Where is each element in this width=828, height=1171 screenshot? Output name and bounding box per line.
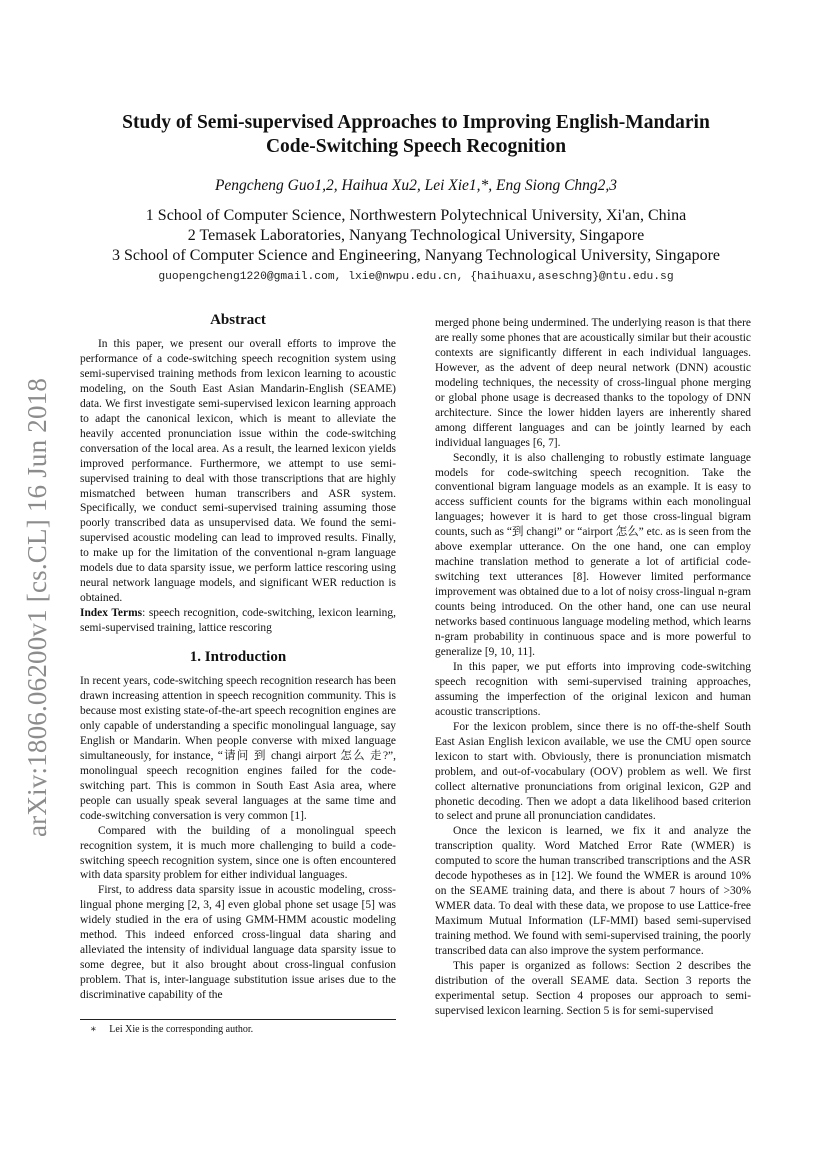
left-column: [80, 311, 396, 1003]
footnote-text: Lei Xie is the corresponding author.: [109, 1024, 254, 1035]
affiliation-list: [78, 206, 754, 266]
affiliation-3: 3 School of Computer Science and Engineering, Nanyang Technological University, Singapore: [111, 247, 721, 264]
introduction-paragraph-2: Compared with the building of a monolingual speech recognition system, it is much more challenging to build a code-switching speech recognition system, since one is often encountered with data sparsity problem for either individual languages.: [80, 824, 396, 882]
footnote-marker: ∗: [90, 1024, 97, 1035]
index-terms: [80, 606, 396, 636]
index-terms-text: : speech recognition, code-switching, lexicon learning, semi-supervised training, lattice rescoring: [80, 607, 396, 635]
paper-header: [78, 111, 754, 285]
right-column: [435, 316, 751, 1019]
arxiv-identifier: arXiv:1806.06200v1 [cs.CL] 16 Jun 2018: [22, 377, 52, 838]
paper-title-line-1: Study of Semi-supervised Approaches to Improving English-Mandarin: [122, 112, 710, 133]
right-paragraph-6: This paper is organized as follows: Section 2 describes the distribution of the overall SEAME data. Section 3 reports the experimental setup. Section 4 proposes our approach to semi-supervised lexicon learning. Section 5 is for semi-supervised: [435, 959, 751, 1017]
abstract-heading: Abstract: [210, 312, 266, 328]
author-list: Pengcheng Guo1,2, Haihua Xu2, Lei Xie1,*, Eng Siong Chng2,3: [214, 177, 618, 194]
paper-title: [78, 111, 754, 159]
paper-title-line-2: Code-Switching Speech Recognition: [265, 136, 567, 157]
right-paragraph-4: For the lexicon problem, since there is no off-the-shelf South East Asian English lexicon available, we use the CMU open source lexicon to start with. Obviously, there is pronunciation mismatch problem, and out-of-vocabulary (OOV) problem as well. We first collect alternative pronunciations from original lexicon, G2P and phonetic decoding. Then we adopt a data likelihood based criterion to select and prune all pronunciation candidates.: [435, 720, 751, 823]
introduction-paragraph-1: In recent years, code-switching speech recognition research has been drawn increasing attention in speech recognition community. This is because most existing state-of-the-art speech recognition engines are only capable of understanding a specific monolingual language, say English or Mandarin. When people converse with mixed language simultaneously, for instance, “请问 到 changi airport 怎么 走?”, monolingual speech recognition engines failed for the code-switching part. This is common in South East Asia area, where people can usually speak several languages at the same time and code-switching conversation is very common [1].: [80, 675, 396, 822]
abstract-paragraph: In this paper, we present our overall efforts to improve the performance of a code-switching speech recognition system using semi-supervised training methods from lexicon learning to acoustic modeling, on the South East Asian Mandarin-English (SEAME) data. We first investigate semi-supervised lexicon learning approach to adapt the canonical lexicon, which is meant to alleviate the heavily accented pronunciation issue within the code-switching conversation of the local area. As a result, the learned lexicon yields improved performance. Furthermore, we attempt to use semi-supervised training to deal with those transcriptions that are highly mismatched between human transcribers and ASR system. Specifically, we conduct semi-supervised training assuming those poorly transcribed data as unsupervised data. We found the semi-supervised acoustic modeling can lead to improved results. Finally, to make up for the limitation of the conventional n-gram language models due to data sparsity issue, we perform lattice rescoring using neural network language models, and significant WER reduction is obtained.: [80, 338, 396, 605]
index-terms-label: Index Terms: [80, 607, 143, 620]
right-paragraph-2: Secondly, it is also challenging to robustly estimate language models for code-switching speech recognition. Take the conventional bigram language models as an example. It is easy to access sufficient counts for the bigrams within each monolingual languages; however it is hard to get those cross-lingual bigram counts, such as “到 changi” or “airport 怎么” etc. as is seen from the above exemplar utterance. On the one hand, one can employ machine translation method to generate a lot of artificial code-switching text utterances [8]. However limited performance improvement was obtained due to a lot of noisy cross-lingual n-gram counts being introduced. On the other hand, one can use neural networks based continuous language modeling method, which learns n-gram probability in continuous space and is more powerful to generalize [9, 10, 11].: [435, 451, 751, 658]
affiliation-1: 1 School of Computer Science, Northwestern Polytechnical University, Xi'an, China: [145, 207, 687, 224]
affiliation-2: 2 Temasek Laboratories, Nanyang Technological University, Singapore: [187, 227, 645, 244]
introduction-paragraph-3: First, to address data sparsity issue in acoustic modeling, cross-lingual phone merging [2, 3, 4] even global phone set usage [5] was widely studied in the era of using GMM-HMM acoustic modeling method. This indeed enforced cross-lingual data sharing and alleviated the intensity of individual language data sparsity issue to some degree, but it also brought about cross-lingual confusion problem. That is, inter-language substitution issue arises due to the discriminative capability of the: [80, 884, 396, 1002]
right-paragraph-5: Once the lexicon is learned, we fix it and analyze the transcription quality. Word Matched Error Rate (WMER) is computed to score the human transcribed transcriptions and the ASR decode hypotheses as in [12]. We found the WMER is around 10% on the SEAME training data, and there is about 7 hours of >30% WMER data. To deal with these data, we propose to use Lattice-free Maximum Mutual Information (LF-MMI) based semi-supervised training method. We found with semi-supervised training, the poorly transcribed data can also improve the system performance.: [435, 825, 751, 958]
email-line: guopengcheng1220@gmail.com, lxie@nwpu.edu.cn, {haihuaxu,aseschng}@ntu.edu.sg: [158, 271, 674, 283]
right-paragraph-3: In this paper, we put efforts into improving code-switching speech recognition with semi-supervised training approaches, assuming the imperfection of the original lexicon and human acoustic transcriptions.: [435, 660, 751, 718]
corresponding-author-footnote: [80, 1019, 396, 1036]
introduction-heading: 1. Introduction: [189, 649, 287, 666]
right-paragraph-1: merged phone being undermined. The underlying reason is that there are really some phones that are acoustically similar but their acoustic contexts are significantly different in each individual languages. However, as the advent of deep neural network (DNN) acoustic modeling techniques, the necessity of cross-lingual phone merging or global phone usage is decreased thanks to the topology of DNN architecture. Since the lower hidden layers are inherently shared among different languages and can be jointly learned by each individual languages [6, 7].: [435, 317, 751, 449]
